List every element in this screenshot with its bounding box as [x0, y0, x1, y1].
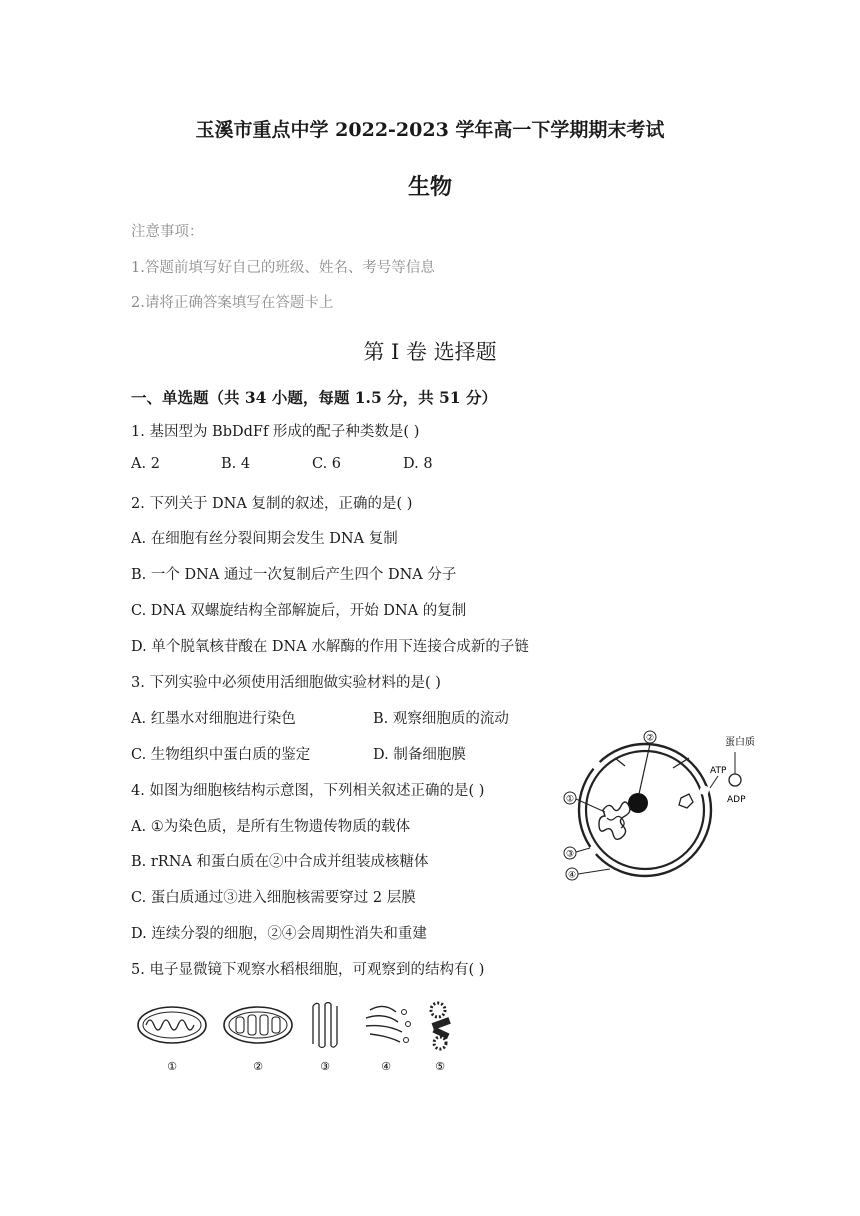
- question-2-option-a: A. 在细胞有丝分裂间期会发生 DNA 复制: [131, 531, 398, 547]
- question-4-option-a: A. ①为染色质，是所有生物遗传物质的载体: [131, 819, 411, 835]
- label-4: ④: [567, 870, 577, 881]
- question-1-stem: 1. 基因型为 BbDdFf 形成的配子种类数是( ): [131, 424, 420, 440]
- endoplasmic-reticulum-icon: [313, 1004, 337, 1046]
- label-1: ①: [565, 794, 575, 805]
- label-adp: ADP: [727, 795, 746, 805]
- question-2-stem: 2. 下列关于 DNA 复制的叙述，正确的是( ): [131, 496, 413, 512]
- question-1-option-b: B. 4: [221, 456, 251, 472]
- notice-heading: 注意事项：: [131, 224, 204, 240]
- label-atp: ATP: [710, 766, 727, 776]
- question-1-option-a: A. 2: [131, 456, 160, 472]
- question-4-option-d: D. 连续分裂的细胞，②④会周期性消失和重建: [131, 926, 427, 942]
- chromatin: [599, 802, 630, 839]
- organelle-label-5: ⑤: [435, 1060, 445, 1073]
- label-protein: 蛋白质: [725, 737, 755, 748]
- question-3-option-a: A. 红墨水对细胞进行染色: [131, 711, 296, 727]
- organelle-label-1: ①: [167, 1060, 177, 1073]
- question-1-option-d: D. 8: [403, 456, 433, 472]
- section-title: 第 I 卷 选择题: [363, 340, 497, 364]
- golgi-icon: [366, 1006, 402, 1042]
- subject-title: 生物: [407, 174, 452, 200]
- organelles-figure: [130, 998, 480, 1078]
- question-3-stem: 3. 下列实验中必须使用活细胞做实验材料的是( ): [131, 675, 441, 691]
- question-4-option-c: C. 蛋白质通过③进入细胞核需要穿过 2 层膜: [131, 890, 416, 906]
- question-2-option-c: C. DNA 双螺旋结构全部解旋后，开始 DNA 的复制: [131, 603, 467, 619]
- organelle-label-4: ④: [381, 1060, 391, 1073]
- protein-molecule: [729, 774, 741, 786]
- question-3-option-d: D. 制备细胞膜: [373, 747, 466, 763]
- label-3: ③: [565, 849, 575, 860]
- exam-title: 玉溪市重点中学 2022-2023 学年高一下学期期末考试: [195, 119, 665, 141]
- question-4-option-b: B. rRNA 和蛋白质在②中合成并组装成核糖体: [131, 854, 429, 870]
- question-2-option-d: D. 单个脱氧核苷酸在 DNA 水解酶的作用下连接合成新的子链: [131, 639, 529, 655]
- question-4-stem: 4. 如图为细胞核结构示意图，下列相关叙述正确的是( ): [131, 783, 485, 799]
- question-5-stem: 5. 电子显微镜下观察水稻根细胞，可观察到的结构有( ): [131, 962, 485, 978]
- question-1-option-c: C. 6: [312, 456, 342, 472]
- notice-item-1: 1.答题前填写好自己的班级、姓名、考号等信息: [131, 260, 435, 276]
- organelle-label-2: ②: [253, 1060, 263, 1073]
- nucleus-structure-figure: [555, 728, 770, 888]
- organelle-label-3: ③: [320, 1060, 330, 1073]
- protein-molecule-inside: [679, 794, 693, 808]
- nucleolus: [628, 793, 648, 813]
- centrosome-icon: [431, 1003, 451, 1049]
- question-3-option-c: C. 生物组织中蛋白质的鉴定: [131, 747, 311, 763]
- label-2: ②: [645, 733, 655, 744]
- question-3-option-b: B. 观察细胞质的流动: [373, 711, 509, 727]
- notice-item-2: 2.请将正确答案填写在答题卡上: [131, 295, 334, 311]
- question-2-option-b: B. 一个 DNA 通过一次复制后产生四个 DNA 分子: [131, 567, 457, 583]
- part-heading: 一、单选题（共 34 小题，每题 1.5 分，共 51 分）: [131, 388, 497, 407]
